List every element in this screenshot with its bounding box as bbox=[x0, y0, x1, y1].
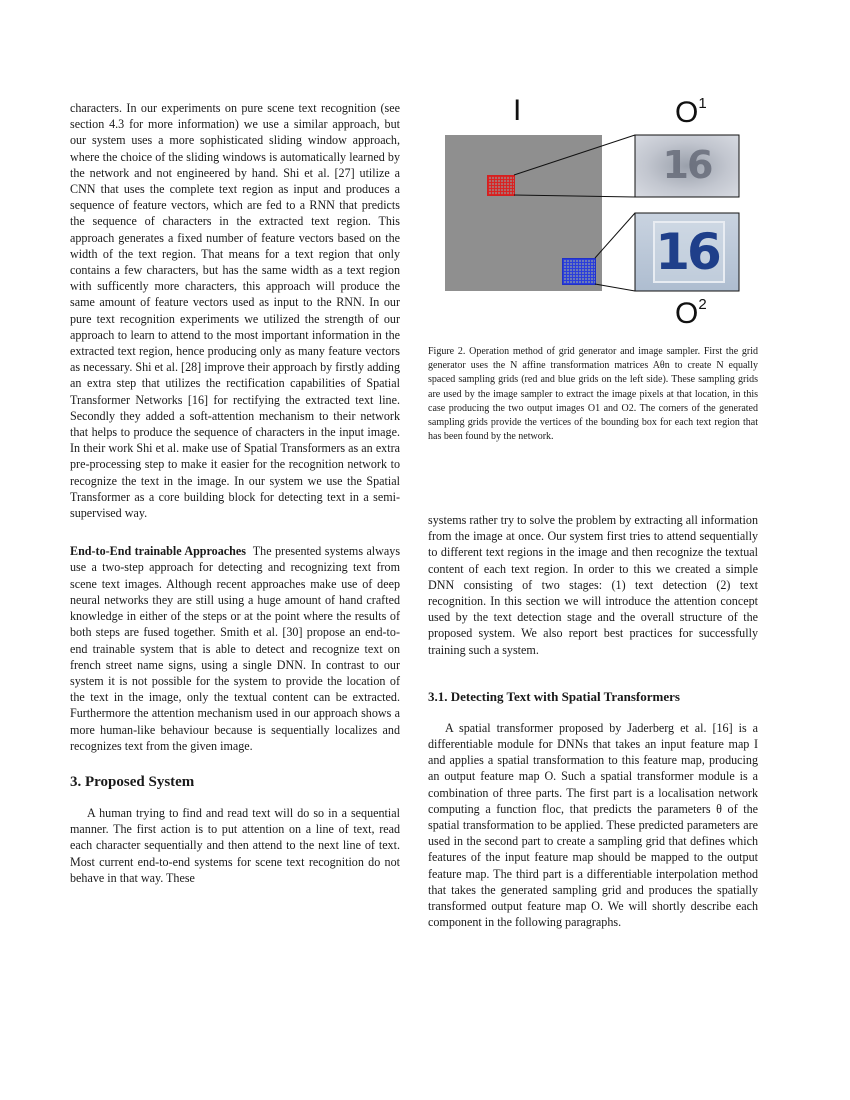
right-paragraph-2: A spatial transformer proposed by Jaderberg et al. [16] is a differentiable module for DNNs that takes an input feature map I and applies a spatial transformation to this feature map, producing an output feature map O. Such a spatial transformer module is a combination of three parts. The first part is a localisation network computing a function floc, that predicts the parameters θ of the spatial transformation to be applied. These predicted parameters are used in the second part to create a sampling grid that defines which features of the input feature map should be mapped to the output feature map. The third part is a differentiable interpolation method that takes the generated sampling grid and produces the spatially transformed output feature map O. We will shortly describe each component in the following paragraphs. bbox=[428, 720, 758, 930]
section-3-1-title: 3.1. Detecting Text with Spatial Transformers bbox=[428, 688, 680, 704]
output-image-1-digits: 16 bbox=[662, 143, 712, 187]
figure-label-output1-sup: 1 bbox=[698, 95, 707, 112]
left-paragraph-2 bbox=[70, 543, 400, 754]
figure-caption: Figure 2. Operation method of grid generator and image sampler. First the grid generator uses the N affine transformation matrices Aθn to create N equally spaced sampling grids (red and blue grids on the left side). These sampling grids are used by the image sampler to extract the image pixels at that location, in this case producing the two output images O1 and O2. The corners of the generated sampling grids provide the vertices of the bounding box for each text region that has been found by the network. bbox=[428, 346, 758, 443]
section-3-title: 3. Proposed System bbox=[70, 773, 195, 790]
figure-label-output1-base: O bbox=[675, 96, 699, 129]
right-column bbox=[428, 512, 758, 930]
figure-label-output2 bbox=[675, 296, 707, 330]
figure-caption-block bbox=[428, 345, 758, 444]
left-paragraph-1: characters. In our experiments on pure scene text recognition (see section 4.3 for more information) we use a similar approach, but our system uses a more sophisticated sliding window approach, where the choice of the sliding windows is automatically learned by the network and not engineered by hand. Shi et al. [27] utilize a CNN that uses the complete text region as input and produces a sequence of feature vectors, which are fed to a RNN that predicts the sequence of characters in the extracted text region. This approach generates a fixed number of feature vectors based on the width of the text region. That means for a text region that only contains a few characters, but has the same width as a text region with sufficently more characters, this approach will produce the same amount of feature vectors used as input to the RNN. In our pure text recognition experiments we utilized the strength of our approach to learn to attend to the most important information in the extracted text region, hence producing only as many feature vectors as necessary. Shi et al. [28] improve their approach by firstly adding an extra step that utilizes the rectification capabilities of Spatial Transformer Networks [16] for rectifying the extracted text line. Secondly they added a soft-attention mechanism to their network that helps to produce the sequence of characters in the input image. In their work Shi et al. make use of Spatial Transformers as an extra pre-processing step to make it easier for the recognition network to recognize the text in the image. In our system we use the Spatial Transformer as a core building block for detecting text in a semi-supervised way. bbox=[70, 101, 401, 521]
left-paragraph-3: A human trying to find and read text will do so in a sequential manner. The first action is to put attention on a line of text, read each character sequentially and then attend to the next line of text. Most current end-to-end systems for scene text recognition do not behave in that way. These bbox=[70, 805, 400, 885]
end-to-end-text: The presented systems always use a two-step approach for detecting and recognizing text from scene text images. Although recent approaches make use of deep neural networks they are still using a huge amount of hand crafted knowledge in either of the steps or at the point where the results of both steps are fused together. Smith et al. [30] propose an end-to-end trainable system that is able to detect and recognize text on french street name signs, using a single DNN. In contrast to our system it is not possible for the system to provide the location of the text in the image, only the textual content can be extracted. Furthermore the attention mechanism used in our approach shows a more human-like behaviour because is sequentially localizes and recognizes text from the given image. bbox=[70, 544, 401, 753]
figure-label-input: I bbox=[513, 94, 522, 127]
projection-lines bbox=[428, 96, 758, 341]
figure-label-output2-base: O bbox=[675, 297, 699, 330]
end-to-end-heading: End-to-End trainable Approaches bbox=[70, 544, 246, 559]
left-column bbox=[70, 100, 400, 886]
figure-label-output2-sup: 2 bbox=[698, 296, 707, 313]
output-image-2-digits: 16 bbox=[655, 223, 719, 281]
figure-2 bbox=[428, 96, 758, 341]
right-paragraph-1: systems rather try to solve the problem by extracting all information from the image at once. Our system first tries to attend sequentially to different text regions in the image and then recognize the textual content of each text region. In order to this we created a simple DNN consisting of two stages: (1) text detection (2) text recognition. In this section we will introduce the attention concept used by the text detection stage and the overall structure of the proposed system. We also report best practices for successfully training such a system. bbox=[428, 513, 758, 657]
